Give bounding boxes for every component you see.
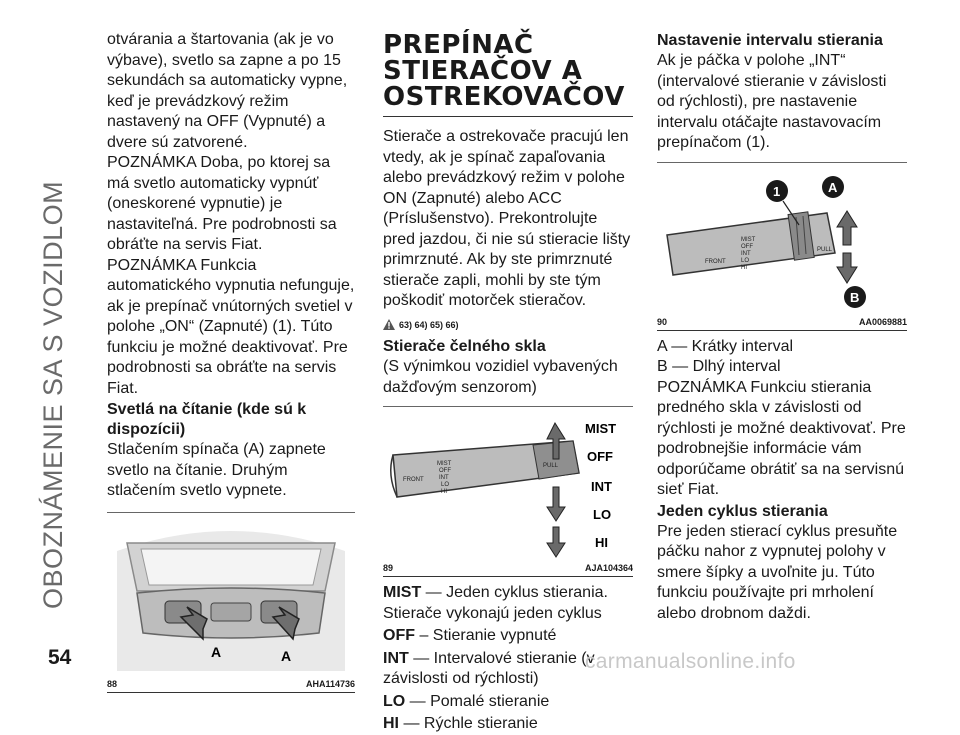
warning-ref-text: 63) 64) 65) 66) [399,319,459,330]
paragraph: Ak je páčka v polohe „INT“ (intervalové stieranie v závislosti od rýchlosti), pre nastavenie intervalu otáčajte nastavovacím prepínačom (1). [657,52,887,151]
position-hi: HI [595,535,608,550]
section-title: PREPÍNAČ STIERAČOV A OSTREKOVAČOV [383,30,625,112]
figure-number: 88 [107,678,118,689]
figure-caption [107,679,355,693]
lever-label-mist: MIST [437,461,452,467]
column-1 [107,30,355,699]
watermark: carmanualsonline.info [585,650,796,673]
definition-hi: HI — Rýchle stieranie [383,715,538,732]
paragraph: Stierače a ostrekovače pracujú len vtedy, ak je spínač zapaľovania alebo prevádzkový režim v polohe ON (Zapnuté) alebo ACC (Príslušenstvo). Prekontrolujte pred jazdou, či nie sú stieracie lišty primrznuté. Ak by ste primrznuté stierače zapli, mohli by ste tým poškodiť motorček stieračov. [383,128,631,309]
lever-label-hi: HI [741,264,747,271]
callout-b: B [850,289,860,305]
lever-label-off: OFF [439,468,451,474]
lever-label-front: FRONT [705,258,726,265]
column-2 [383,30,633,735]
figure-code: AHA114736 [305,678,355,689]
figure-number: 89 [383,563,394,573]
definition-lo: LO — Pomalé stieranie [383,692,550,710]
lever-label-front: FRONT [403,477,424,483]
callout-a: A [828,179,838,195]
position-lo: LO [593,507,612,522]
lever-label-pull: PULL [543,463,559,469]
heading-interval: Nastavenie intervalu stierania [657,32,883,49]
interval-dial-illustration [657,171,907,317]
title-rule [383,116,633,117]
lever-label-mist: MIST [741,236,756,243]
note-paragraph: POZNÁMKA Funkcia automatického vypnutia nefunguje, ak je prepínač vnútorných svetiel v polohe „ON“ (Zapnuté) (1). Túto funkciu je možné deaktivovať. Pre podrobnosti sa obráťte na servis Fiat. [107,256,355,397]
figure-code: AA0069881 [858,316,907,327]
side-section-title [38,40,80,640]
warning-refs [383,315,633,336]
paragraph: Stlačením spínača (A) zapnete svetlo na čítanie. Druhým stlačením svetlo vypnete. [107,441,326,499]
legend-b: B — Dlhý interval [657,358,781,375]
figure-caption [383,563,633,577]
figure-88 [107,521,355,679]
divider [657,162,907,163]
figure-caption [657,317,907,331]
warning-icon [383,319,395,330]
note-paragraph: POZNÁMKA Doba, po ktorej sa má svetlo automaticky vypnúť (oneskorené vypnutie) je nastaviteľná. Pre podrobnosti sa obráťte na servis Fiat. [107,154,337,253]
divider [383,406,633,407]
lever-label-pull: PULL [817,246,833,253]
figure-number: 90 [657,316,668,327]
paragraph: Pre jeden stierací cyklus presuňte páčku nahor z vypnutej polohy v smere šípky a uvoľnite ju. Túto funkciu používajte pri mrholení alebo drobnom daždi. [657,522,898,622]
column-3 [657,30,907,624]
lever-label-int: INT [439,475,449,481]
lever-label-hi: HI [441,489,447,495]
callout-1: 1 [773,183,781,199]
lever-label-off: OFF [741,243,753,250]
lever-label-lo: LO [441,482,450,488]
definition-off: OFF – Stieranie vypnuté [383,627,557,644]
heading-single-cycle: Jeden cyklus stierania [657,502,828,520]
page-number: 54 [48,646,72,669]
paragraph: otvárania a štartovania (ak je vo výbave), svetlo sa zapne a po 15 sekundách sa automaticky vypne, keď je prevádzkový režim nastavený na OFF (Vypnuté) a dvere sú zatvorené. [107,31,348,151]
heading-front-wipers: Stierače čelného skla [383,338,546,355]
definition-int: INT — Intervalové stieranie (v závislosti od rýchlosti) [383,649,595,687]
side-title-text: OBOZNÁMENIE SA S VOZIDLOM [38,180,68,609]
heading-reading-lights: Svetlá na čítanie (kde sú k dispozícii) [107,401,307,438]
definition-mist: MIST — Jeden cyklus stierania. Stierače vykonajú jeden cyklus [383,584,608,622]
callout-a-right: A [281,647,292,664]
divider [107,512,355,513]
legend-a: A — Krátky interval [657,337,794,355]
paragraph: (S výnimkou vozidiel vybavených dažďovým senzorom) [383,358,618,396]
note-paragraph: POZNÁMKA Funkciu stierania predného skla v závislosti od rýchlosti je možné deaktivovať. Pre podrobnejšie informácie vám odporúčame obrátiť sa na servisnú sieť Fiat. [657,378,906,498]
callout-a-left: A [211,643,222,660]
reading-light-illustration [107,521,355,679]
wiper-lever-illustration [383,415,633,563]
position-mist: MIST [585,421,617,436]
position-int: INT [591,479,612,494]
figure-89 [383,415,633,563]
figure-90 [657,171,907,317]
position-off: OFF [587,449,613,464]
lever-label-int: INT [741,250,751,257]
lever-label-lo: LO [741,257,750,264]
figure-code: AJA104364 [584,563,633,573]
